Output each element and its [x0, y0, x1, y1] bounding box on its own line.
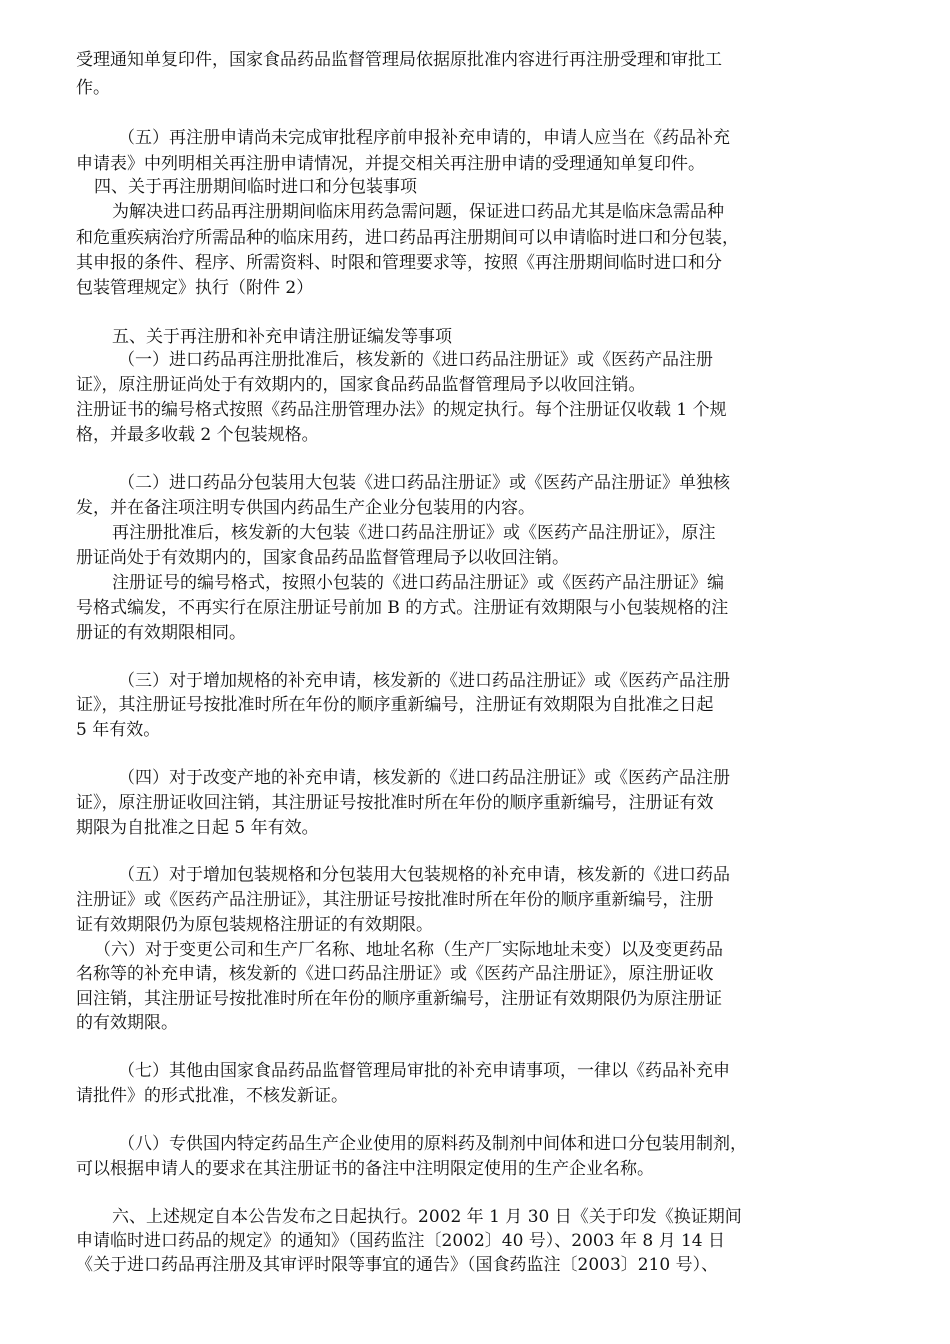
section-heading: 四、关于再注册期间临时进口和分包装事项 — [94, 177, 417, 197]
text-line: 格，并最多收载 2 个包装规格。 — [76, 425, 319, 445]
text-line: 受理通知单复印件，国家食品药品监督管理局依据原批准内容进行再注册受理和审批工 — [76, 50, 722, 70]
text-line: （六）对于变更公司和生产厂名称、地址名称（生产厂实际地址未变）以及变更药品 — [94, 940, 723, 960]
text-line: （四）对于改变产地的补充申请，核发新的《进口药品注册证》或《医药产品注册 — [118, 768, 730, 788]
text-line: 六、上述规定自本公告发布之日起执行。2002 年 1 月 30 日《关于印发《换证期间 — [112, 1207, 742, 1227]
text-line: 和危重疾病治疗所需品种的临床用药，进口药品再注册期间可以申请临时进口和分包装， — [76, 228, 739, 248]
text-line: （二）进口药品分包装用大包装《进口药品注册证》或《医药产品注册证》单独核 — [118, 473, 730, 493]
text-line: 《关于进口药品再注册及其审评时限等事宜的通告》（国食药监注〔2003〕210 号）、 — [76, 1255, 719, 1275]
text-line: 发，并在备注项注明专供国内药品生产企业分包装用的内容。 — [76, 498, 535, 518]
text-line: 注册证书的编号格式按照《药品注册管理办法》的规定执行。每个注册证仅收载 1 个规 — [76, 400, 727, 420]
text-line: 证》，原注册证收回注销，其注册证号按批准时所在年份的顺序重新编号，注册证有效 — [76, 793, 714, 813]
text-line: 回注销，其注册证号按批准时所在年份的顺序重新编号，注册证有效期限仍为原注册证 — [76, 989, 722, 1009]
text-line: 其申报的条件、程序、所需资料、时限和管理要求等，按照《再注册期间临时进口和分 — [76, 253, 722, 273]
text-line: 再注册批准后，核发新的大包装《进口药品注册证》或《医药产品注册证》，原注 — [112, 523, 716, 543]
text-line: 作。 — [76, 78, 110, 98]
text-line: （五）再注册申请尚未完成审批程序前申报补充申请的，申请人应当在《药品补充 — [118, 128, 730, 148]
text-line: 5 年有效。 — [76, 720, 161, 740]
text-line: （七）其他由国家食品药品监督管理局审批的补充申请事项，一律以《药品补充申 — [118, 1061, 730, 1081]
text-line: 名称等的补充申请，核发新的《进口药品注册证》或《医药产品注册证》，原注册证收 — [76, 964, 714, 984]
text-line: （一）进口药品再注册批准后，核发新的《进口药品注册证》或《医药产品注册 — [118, 350, 713, 370]
text-line: 注册证》或《医药产品注册证》，其注册证号按批准时所在年份的顺序重新编号，注册 — [76, 890, 714, 910]
text-line: 册证尚处于有效期内的，国家食品药品监督管理局予以收回注销。 — [76, 548, 569, 568]
text-line: 注册证号的编号格式，按照小包装的《进口药品注册证》或《医药产品注册证》编 — [112, 573, 724, 593]
text-line: （五）对于增加包装规格和分包装用大包装规格的补充申请，核发新的《进口药品 — [118, 865, 730, 885]
text-line: 期限为自批准之日起 5 年有效。 — [76, 818, 319, 838]
text-line: 请批件》的形式批准，不核发新证。 — [76, 1086, 348, 1106]
text-line: 册证的有效期限相同。 — [76, 623, 246, 643]
text-line: 包装管理规定》执行（附件 2） — [76, 278, 314, 298]
text-line: 可以根据申请人的要求在其注册证书的备注中注明限定使用的生产企业名称。 — [76, 1159, 654, 1179]
text-line: （八）专供国内特定药品生产企业使用的原料药及制剂中间体和进口分包装用制剂， — [118, 1134, 747, 1154]
text-line: 证》，原注册证尚处于有效期内的，国家食品药品监督管理局予以收回注销。 — [76, 375, 646, 395]
text-line: 申请临时进口药品的规定》的通知》（国药监注〔2002〕40 号）、2003 年 8 月 14 日 — [76, 1231, 726, 1251]
text-line: 申请表》中列明相关再注册申请情况，并提交相关再注册申请的受理通知单复印件。 — [76, 154, 705, 174]
text-line: 的有效期限。 — [76, 1013, 178, 1033]
text-line: （三）对于增加规格的补充申请，核发新的《进口药品注册证》或《医药产品注册 — [118, 671, 730, 691]
text-line: 为解决进口药品再注册期间临床用药急需问题，保证进口药品尤其是临床急需品种 — [112, 202, 724, 222]
text-line: 证有效期限仍为原包装规格注册证的有效期限。 — [76, 915, 433, 935]
section-heading: 五、关于再注册和补充申请注册证编发等事项 — [112, 327, 452, 347]
text-line: 证》，其注册证号按批准时所在年份的顺序重新编号，注册证有效期限为自批准之日起 — [76, 695, 714, 715]
text-line: 号格式编发，不再实行在原注册证号前加 B 的方式。注册证有效期限与小包装规格的注 — [76, 598, 729, 618]
